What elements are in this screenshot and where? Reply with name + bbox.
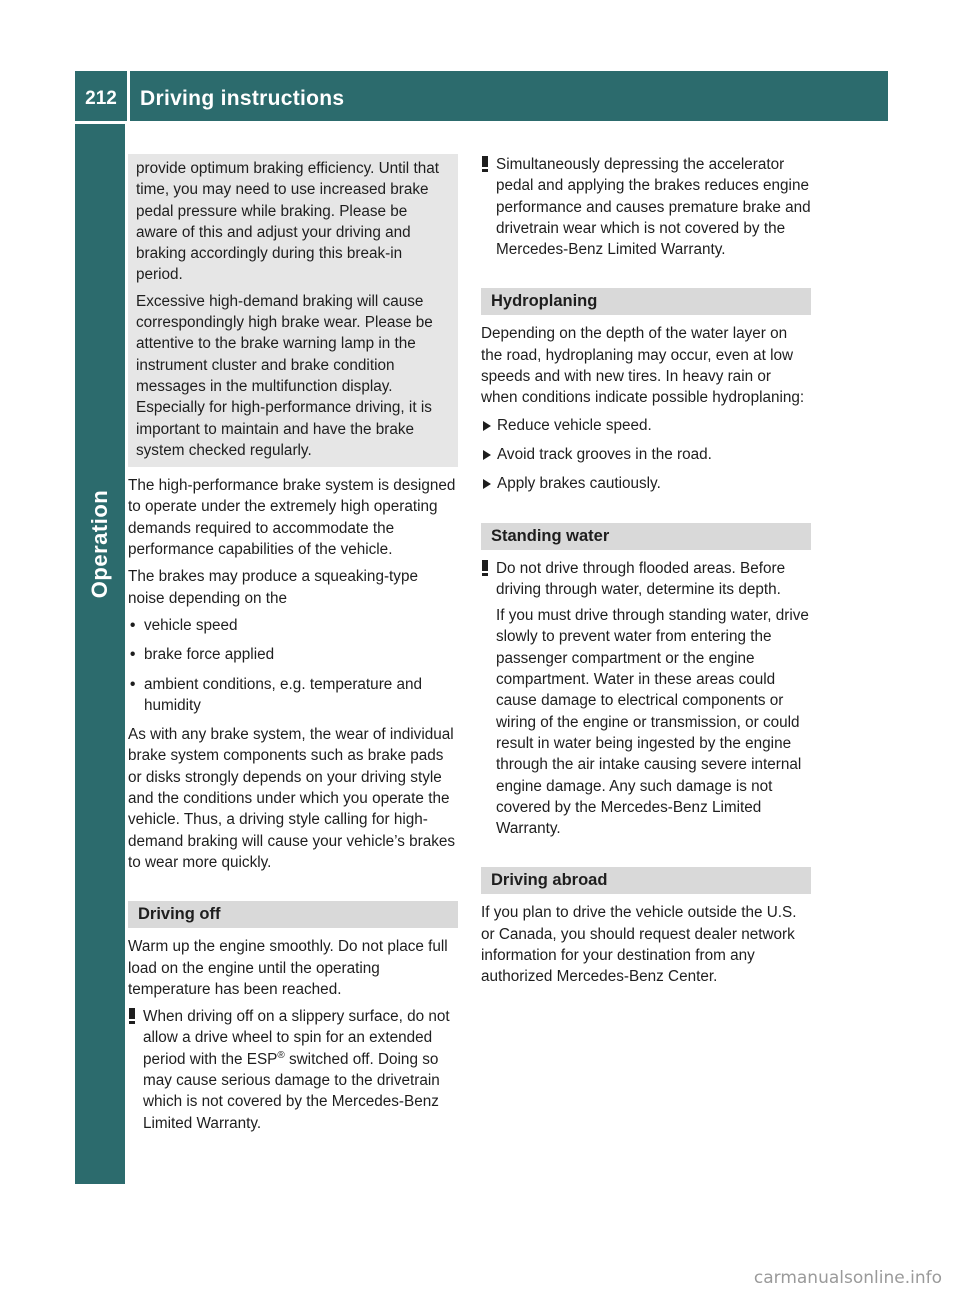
body-paragraph: The high-performance brake system is designed to operate under the extremely high operating demands required to accommodate the performance capabilities of the vehicle. [128,477,456,559]
list-item: Apply brakes cautiously. [481,473,811,494]
body-paragraph: The brakes may produce a squeaking-type noise depending on the [128,568,418,607]
watermark: carmanualsonline.info [753,1268,942,1288]
page-header [75,71,888,121]
warning-note [481,154,811,260]
left-column [128,154,458,1140]
section-side-tab [75,124,125,1184]
exclamation-icon [481,156,489,172]
body-paragraph: Depending on the depth of the water layer on the road, hydroplaning may occur, even at low speeds and with new tires. In heavy rain or when conditions indicate possible hydroplaning: [481,325,805,407]
warning-text: Do not drive through flooded areas. Before driving through water, determine its depth. [496,559,786,598]
right-column [481,154,811,994]
section-heading-standing-water: Standing water [481,523,811,550]
section-heading-driving-abroad: Driving abroad [481,867,811,894]
note-box [128,154,458,467]
warning-text [143,1006,458,1134]
page-number: 212 [85,88,117,109]
warning-text: Simultaneously depressing the accelerator pedal and applying the brakes reduces engine performance and causes premature brake and drivetrain wear which is not covered by the Mercedes-Benz Limited Warranty. [496,156,811,259]
page-title: Driving instructions [140,87,345,110]
warning-text-part: When driving off on a slippery surface, do not allow a drive wheel to spin for an extended period with the ESP [143,1008,450,1068]
note-paragraph: provide optimum braking efficiency. Until that time, you may need to use increased brake pedal pressure while braking. Please be aware of this and adjust your driving and braking accordingly during this break-in period. [136,160,439,284]
warning-note [481,558,811,840]
section-tab-label: Operation [87,489,112,599]
exclamation-icon [128,1008,136,1024]
section-heading-driving-off: Driving off [128,901,458,928]
exclamation-icon [481,560,489,576]
warning-text: If you must drive through standing water, drive slowly to prevent water from entering the passenger compartment or the engine compartment. Water in these areas could cause damage to electrical components or wiring of the engine or transmission, or could result in water being ingested by the engine through the air intake causing severe internal engine damage. Any such damage is not covered by the Mercedes-Benz Limited Warranty. [496,607,809,838]
body-paragraph: Warm up the engine smoothly. Do not place full load on the engine until the operating temperature has been reached. [128,938,448,998]
body-paragraph: As with any brake system, the wear of individual brake system components such as brake pads or disks strongly depends on your driving style and the conditions under which you operate the vehicle. Thus, a driving style calling for high-demand braking will cause your vehicle’s brakes to wear more quickly. [128,726,456,871]
registered-mark: ® [277,1049,285,1061]
list-item: • vehicle speed [128,615,458,636]
list-item: • brake force applied [128,644,458,665]
list-item: Reduce vehicle speed. [481,415,811,436]
header-divider [127,71,130,121]
warning-text-part: switched off. Doing so may cause serious damage to the drivetrain which is not covered by the Mercedes-Benz Limited Warranty. [143,1050,440,1132]
note-paragraph: Excessive high-demand braking will cause correspondingly high brake wear. Please be attentive to the brake warning lamp in the instrument cluster and brake condition messages in the multifunction display. Especially for high-performance driving, it is important to maintain and have the brake system checked regularly. [136,292,433,459]
body-paragraph: If you plan to drive the vehicle outside the U.S. or Canada, you should request dealer network information for your destination from any authorized Mercedes-Benz Center. [481,904,797,986]
step-list [481,415,811,495]
list-item: • ambient conditions, e.g. temperature and humidity [128,674,458,717]
bullet-list [128,615,458,716]
list-item: Avoid track grooves in the road. [481,444,811,465]
warning-note [128,1006,458,1134]
section-heading-hydroplaning: Hydroplaning [481,288,811,315]
